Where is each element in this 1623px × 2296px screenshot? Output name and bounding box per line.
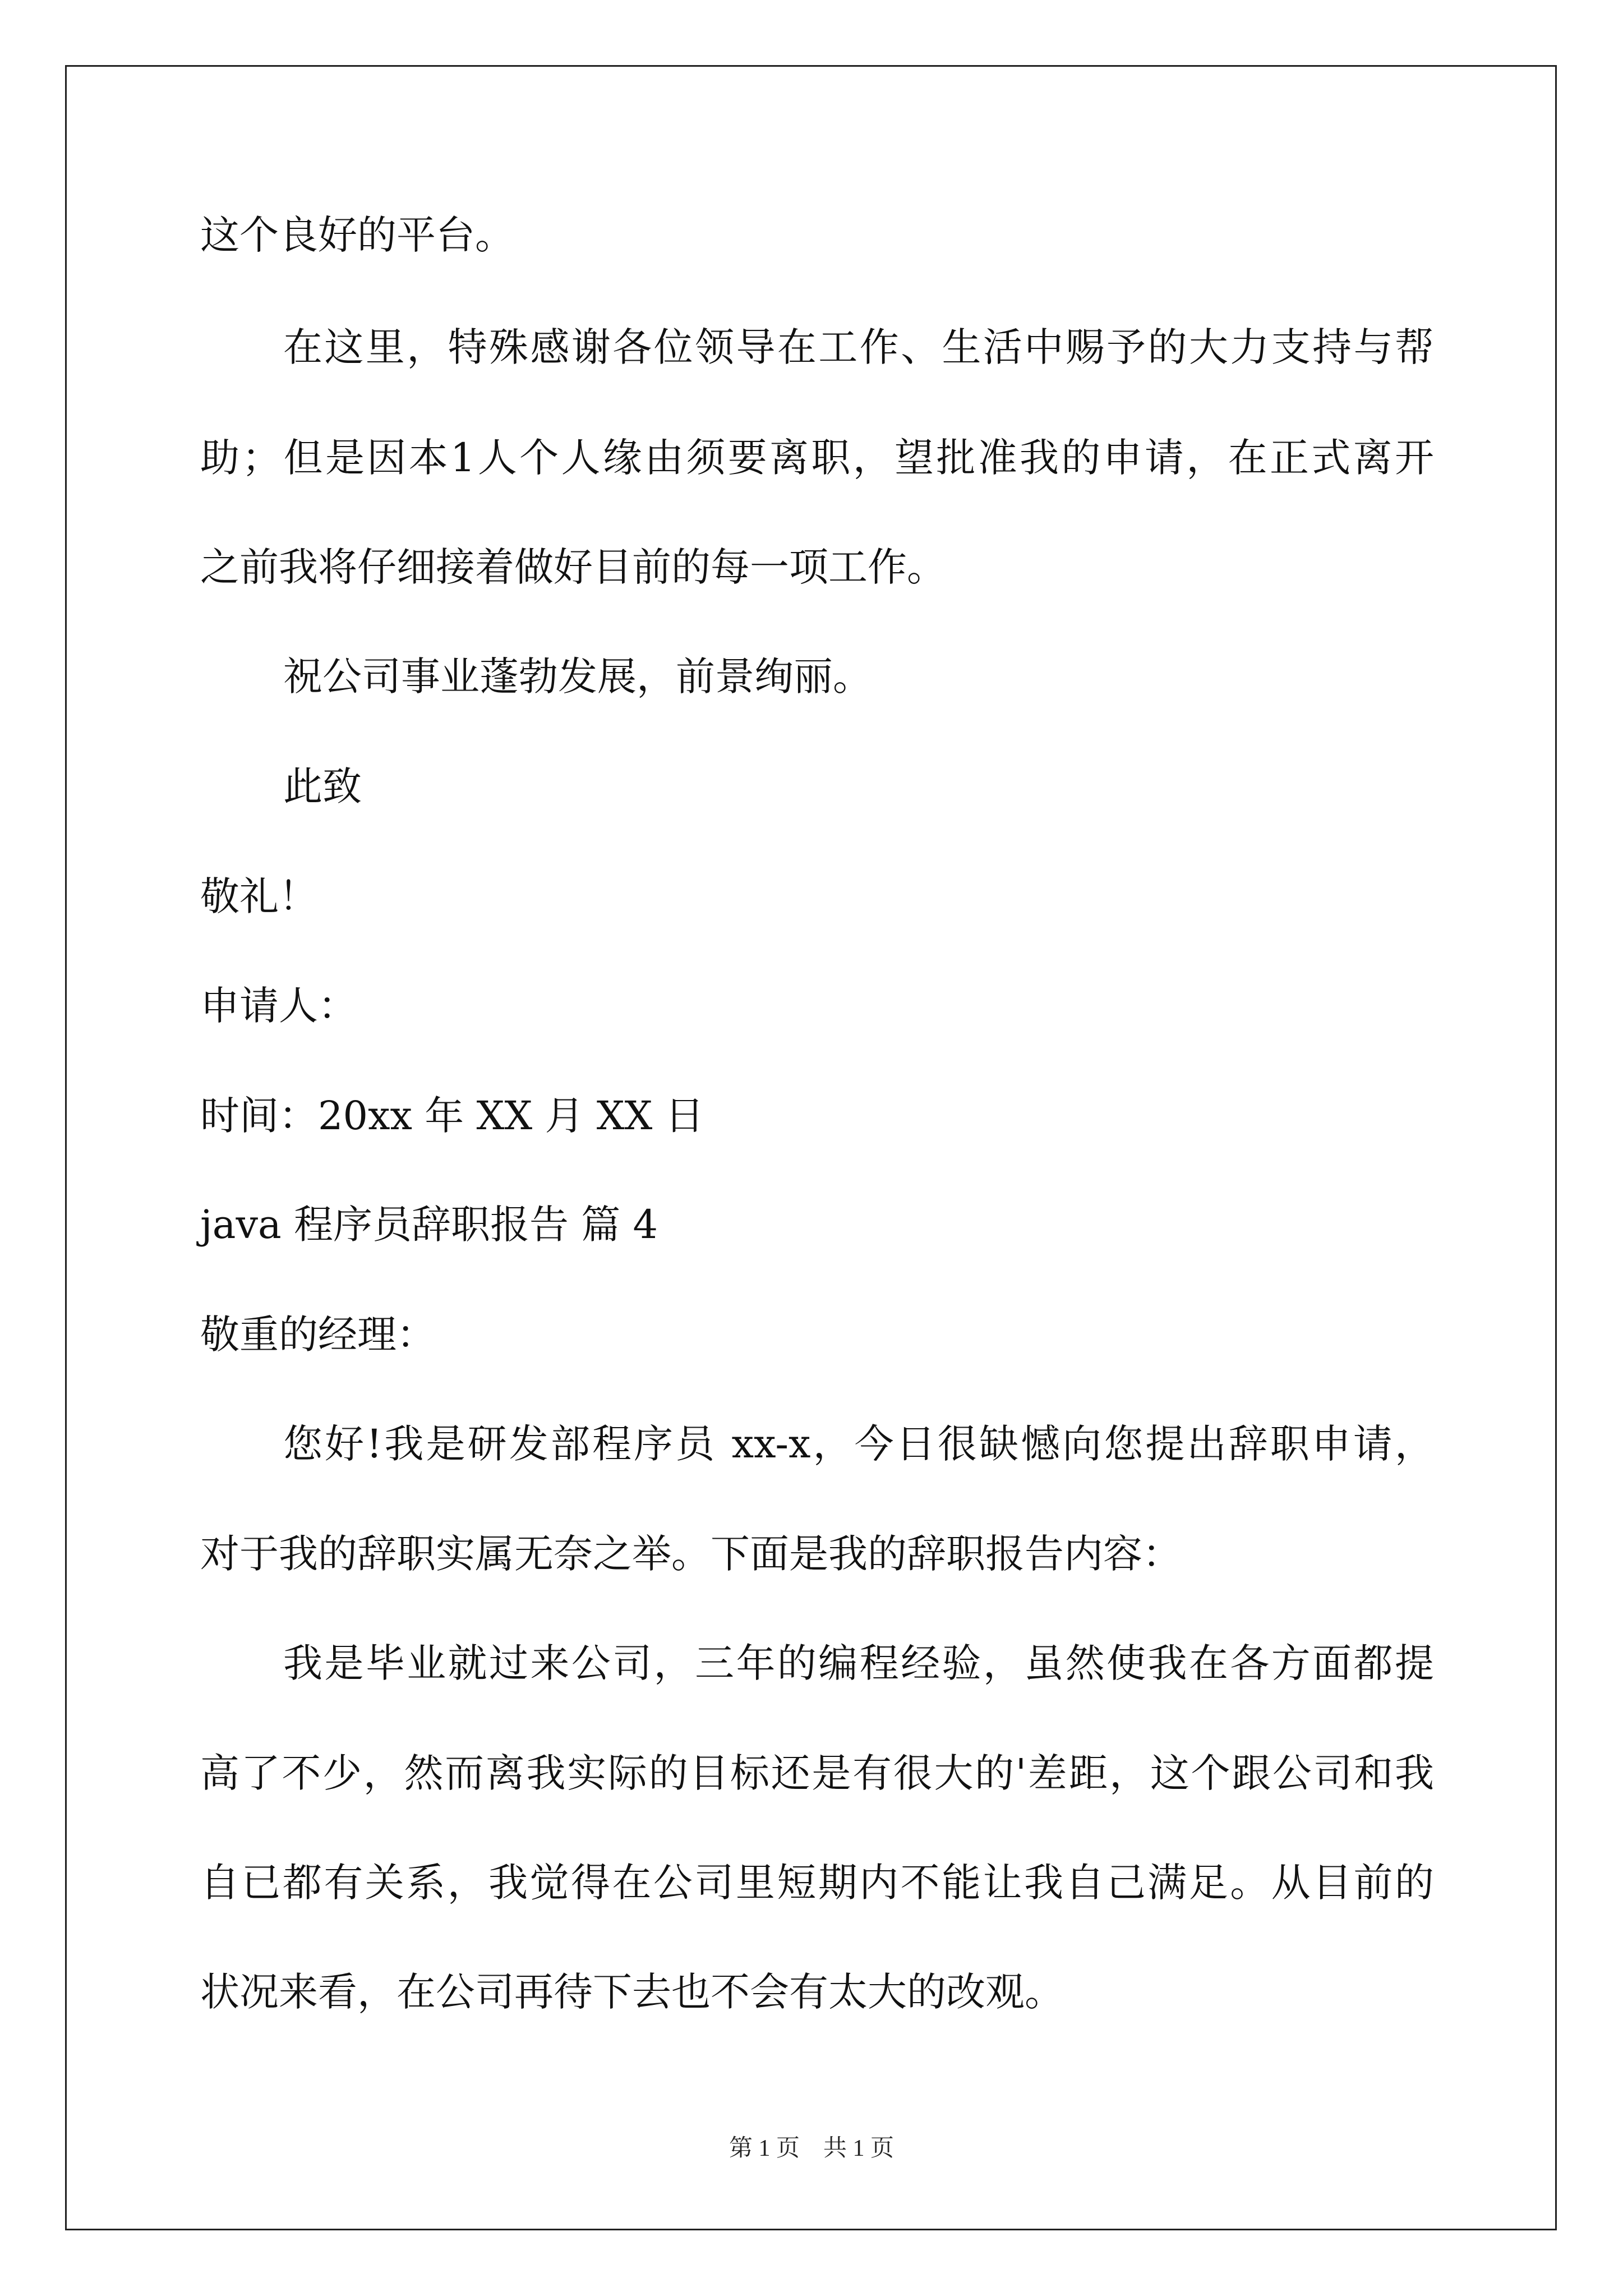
text-line: 之前我将仔细接着做好目前的每一项工作。	[200, 544, 946, 590]
page-footer: 第 1 页 共 1 页	[728, 2136, 894, 2161]
text-line: 敬礼！	[200, 873, 318, 919]
salutation: 敬重的经理：	[200, 1312, 436, 1358]
text-line: 祝公司事业蓬勃发展，前景绚丽。	[283, 654, 872, 700]
text-line: 自已都有关系，我觉得在公司里短期内不能让我自己满足。从目前的	[200, 1860, 1434, 1906]
text-line: 这个良好的平台。	[200, 212, 514, 258]
text-line: 时间：20xx 年 XX 月 XX 日	[200, 1093, 704, 1139]
text-line: 高了不少，然而离我实际的目标还是有很大的'差距，这个跟公司和我	[200, 1750, 1434, 1796]
text-line: 此致	[283, 763, 362, 809]
text-line: 我是毕业就过来公司，三年的编程经验，虽然使我在各方面都提	[283, 1640, 1434, 1686]
text-line: 在这里，特殊感谢各位领导在工作、生活中赐予的大力支持与帮	[283, 324, 1434, 370]
section-heading: java 程序员辞职报告 篇 4	[200, 1202, 658, 1248]
text-line: 状况来看，在公司再待下去也不会有太大的改观。	[200, 1969, 1064, 2015]
text-line: 申请人：	[200, 983, 357, 1029]
text-line: 您好!我是研发部程序员 xx-x，今日很缺憾向您提出辞职申请，	[283, 1421, 1434, 1467]
text-line: 助；但是因本1人个人缘由须要离职，望批准我的申请，在正式离开	[200, 435, 1434, 481]
text-line: 对于我的辞职实属无奈之举。下面是我的辞职报告内容：	[200, 1531, 1182, 1577]
